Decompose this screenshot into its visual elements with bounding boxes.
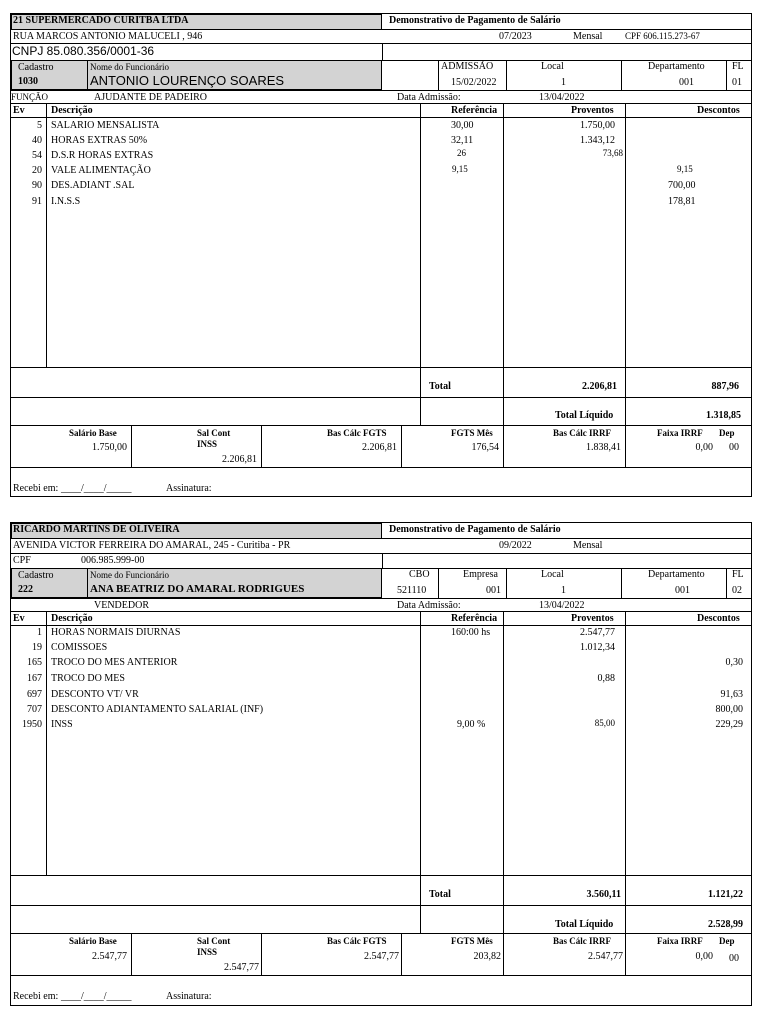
fl-value: 02 [732, 585, 742, 596]
recebi-date: ____/____/_____ [61, 991, 132, 1002]
item-desc: VALE ALIMENTAÇÃO [51, 165, 151, 176]
company-address: AVENIDA VICTOR FERREIRA DO AMARAL, 245 - Curitiba - PR [13, 540, 291, 551]
item-prov: 1.750,00 [580, 120, 615, 131]
total-proventos: 2.206,81 [582, 381, 617, 392]
bas-irrf-value: 2.547,77 [588, 951, 623, 962]
company-address: RUA MARCOS ANTONIO MALUCELI , 946 [13, 31, 203, 42]
descricao-header: Descrição [51, 613, 93, 624]
cadastro-label: Cadastro [18, 570, 54, 581]
item-ev: 165 [27, 657, 42, 668]
item-desc: SALARIO MENSALISTA [51, 120, 160, 131]
item-ref: 9,15 [452, 164, 468, 174]
bas-irrf-label: Bas Cálc IRRF [553, 428, 611, 438]
fgts-mes-label: FGTS Mês [451, 936, 493, 946]
pay-period: 09/2022 [499, 540, 532, 551]
departamento-value: 001 [679, 77, 694, 88]
departamento-label: Departamento [648, 61, 705, 72]
empresa-value: 001 [486, 585, 501, 596]
cpf-value: 006.985.999-00 [81, 555, 145, 566]
cadastro-value: 1030 [18, 76, 38, 87]
cpf: CPF 606.115.273-67 [625, 31, 700, 41]
item-desc: TROCO DO MES ANTERIOR [51, 657, 178, 668]
fgts-mes-value: 176,54 [471, 442, 499, 453]
bas-irrf-label: Bas Cálc IRRF [553, 936, 611, 946]
item-ev: 167 [27, 673, 42, 684]
recebi-date: ____/____/_____ [61, 483, 132, 494]
proventos-header: Proventos [571, 105, 614, 116]
data-admissao-value: 13/04/2022 [539, 600, 585, 611]
item-desc: COMISSOES [51, 642, 108, 653]
item-disc: 91,63 [720, 689, 743, 700]
item-ev: 1950 [22, 719, 42, 730]
item-ev: 1 [37, 627, 42, 638]
item-prov: 0,88 [597, 673, 615, 684]
payslip-1 [10, 13, 752, 497]
referencia-header: Referência [451, 105, 498, 116]
admissao-value: 15/02/2022 [451, 77, 497, 88]
employee-name: ANTONIO LOURENÇO SOARES [90, 73, 285, 88]
item-ev: 707 [27, 704, 42, 715]
item-desc: DESCONTO ADIANTAMENTO SALARIAL (INF) [51, 704, 264, 715]
total-descontos: 887,96 [711, 381, 739, 392]
assinatura-label: Assinatura: [166, 991, 212, 1002]
sal-cont-label: Sal Cont [197, 428, 231, 438]
item-disc: 229,29 [715, 719, 743, 730]
nome-label: Nome do Funcionário [90, 570, 169, 580]
item-ref: 160:00 hs [451, 627, 491, 638]
faixa-irrf-label: Faixa IRRF [657, 428, 703, 438]
item-prov: 1.012,34 [580, 642, 615, 653]
recebi-label: Recebi em: [13, 991, 59, 1002]
item-desc: TROCO DO MES [51, 673, 125, 684]
item-disc: 178,81 [668, 196, 696, 207]
sal-cont-inss-label: INSS [197, 439, 218, 449]
data-admissao-label: Data Admissão: [397, 92, 461, 103]
cnpj: CNPJ 85.080.356/0001-36 [12, 44, 155, 58]
fl-label: FL [732, 61, 744, 72]
sal-cont-inss-value: 2.206,81 [222, 454, 257, 465]
item-desc: INSS [51, 719, 73, 730]
item-prov: 2.547,77 [580, 627, 615, 638]
item-desc: DES.ADIANT .SAL [51, 180, 135, 191]
item-desc: HORAS NORMAIS DIURNAS [51, 627, 181, 638]
total-descontos: 1.121,22 [708, 889, 743, 900]
document-title: Demonstrativo de Pagamento de Salário [389, 15, 561, 26]
referencia-header: Referência [451, 613, 498, 624]
assinatura-label: Assinatura: [166, 483, 212, 494]
salario-base-label: Salário Base [69, 936, 117, 946]
item-ref: 26 [457, 148, 466, 158]
funcao-value: AJUDANTE DE PADEIRO [94, 92, 207, 103]
empresa-label: Empresa [463, 569, 498, 580]
faixa-irrf-value: 0,00 [695, 442, 713, 453]
dep-value: 00 [729, 442, 739, 453]
fl-value: 01 [732, 77, 742, 88]
pay-type: Mensal [573, 540, 603, 551]
recebi-label: Recebi em: [13, 483, 59, 494]
salario-base-value: 2.547,77 [92, 951, 127, 962]
document-title: Demonstrativo de Pagamento de Salário [389, 524, 561, 535]
descricao-header: Descrição [51, 105, 93, 116]
item-prov: 73,68 [602, 148, 623, 158]
company-name: RICARDO MARTINS DE OLIVEIRA [13, 524, 180, 535]
item-prov: 1.343,12 [580, 135, 615, 146]
item-prov: 85,00 [594, 718, 615, 728]
total-liquido: 2.528,99 [708, 919, 743, 930]
item-ev: 54 [32, 150, 42, 161]
item-ref: 30,00 [451, 120, 474, 131]
cbo-value: 521110 [397, 585, 427, 596]
sal-cont-label: Sal Cont [197, 936, 231, 946]
total-liquido-label: Total Líquido [555, 410, 614, 421]
faixa-irrf-label: Faixa IRRF [657, 936, 703, 946]
dep-label: Dep [719, 936, 735, 946]
bas-irrf-value: 1.838,41 [586, 442, 621, 453]
cbo-label: CBO [409, 569, 430, 580]
local-value: 1 [561, 77, 566, 88]
total-proventos: 3.560,11 [586, 889, 621, 900]
item-ev: 90 [32, 180, 42, 191]
bas-fgts-value: 2.206,81 [362, 442, 397, 453]
item-ev: 697 [27, 689, 42, 700]
funcao-value: VENDEDOR [94, 600, 149, 611]
ev-header: Ev [13, 613, 25, 624]
sal-cont-inss-label: INSS [197, 947, 218, 957]
cpf-label: CPF [13, 555, 31, 566]
item-ev: 5 [37, 120, 42, 131]
item-desc: D.S.R HORAS EXTRAS [51, 150, 154, 161]
cadastro-value: 222 [18, 584, 33, 595]
total-label: Total [429, 381, 451, 392]
item-desc: HORAS EXTRAS 50% [51, 135, 148, 146]
data-admissao-label: Data Admissão: [397, 600, 461, 611]
faixa-irrf-value: 0,00 [695, 951, 713, 962]
departamento-value: 001 [675, 585, 690, 596]
item-ev: 91 [32, 196, 42, 207]
cadastro-label: Cadastro [18, 62, 54, 73]
salario-base-value: 1.750,00 [92, 442, 127, 453]
item-disc: 9,15 [677, 164, 693, 174]
item-ev: 19 [32, 642, 42, 653]
item-desc: I.N.S.S [51, 196, 81, 207]
data-admissao-value: 13/04/2022 [539, 92, 585, 103]
bas-fgts-value: 2.547,77 [364, 951, 399, 962]
ev-header: Ev [13, 105, 25, 116]
funcao-label: FUNÇÃO [11, 92, 49, 102]
bas-fgts-label: Bas Cálc FGTS [327, 428, 387, 438]
item-disc: 700,00 [668, 180, 696, 191]
item-ref: 32,11 [451, 135, 474, 146]
bas-fgts-label: Bas Cálc FGTS [327, 936, 387, 946]
item-ev: 40 [32, 135, 42, 146]
company-name: 21 SUPERMERCADO CURITBA LTDA [13, 15, 189, 26]
employee-name: ANA BEATRIZ DO AMARAL RODRIGUES [90, 583, 305, 595]
item-ref: 9,00 % [457, 719, 486, 730]
item-disc: 0,30 [725, 657, 743, 668]
sal-cont-inss-value: 2.547,77 [224, 962, 259, 973]
item-desc: DESCONTO VT/ VR [51, 689, 139, 700]
item-ev: 20 [32, 165, 42, 176]
fgts-mes-value: 203,82 [473, 951, 501, 962]
descontos-header: Descontos [697, 613, 740, 624]
total-label: Total [429, 889, 451, 900]
fgts-mes-label: FGTS Mês [451, 428, 493, 438]
total-liquido: 1.318,85 [706, 410, 741, 421]
dep-value: 00 [729, 953, 739, 964]
nome-label: Nome do Funcionário [90, 62, 169, 72]
fl-label: FL [732, 569, 744, 580]
pay-period: 07/2023 [499, 31, 532, 42]
salario-base-label: Salário Base [69, 428, 117, 438]
payslip-2 [10, 522, 752, 1006]
total-liquido-label: Total Líquido [555, 919, 614, 930]
admissao-label: ADMISSÃO [441, 61, 494, 72]
item-disc: 800,00 [715, 704, 743, 715]
proventos-header: Proventos [571, 613, 614, 624]
local-value: 1 [561, 585, 566, 596]
local-label: Local [541, 61, 564, 72]
local-label: Local [541, 569, 564, 580]
dep-label: Dep [719, 428, 735, 438]
pay-type: Mensal [573, 31, 603, 42]
descontos-header: Descontos [697, 105, 740, 116]
departamento-label: Departamento [648, 569, 705, 580]
